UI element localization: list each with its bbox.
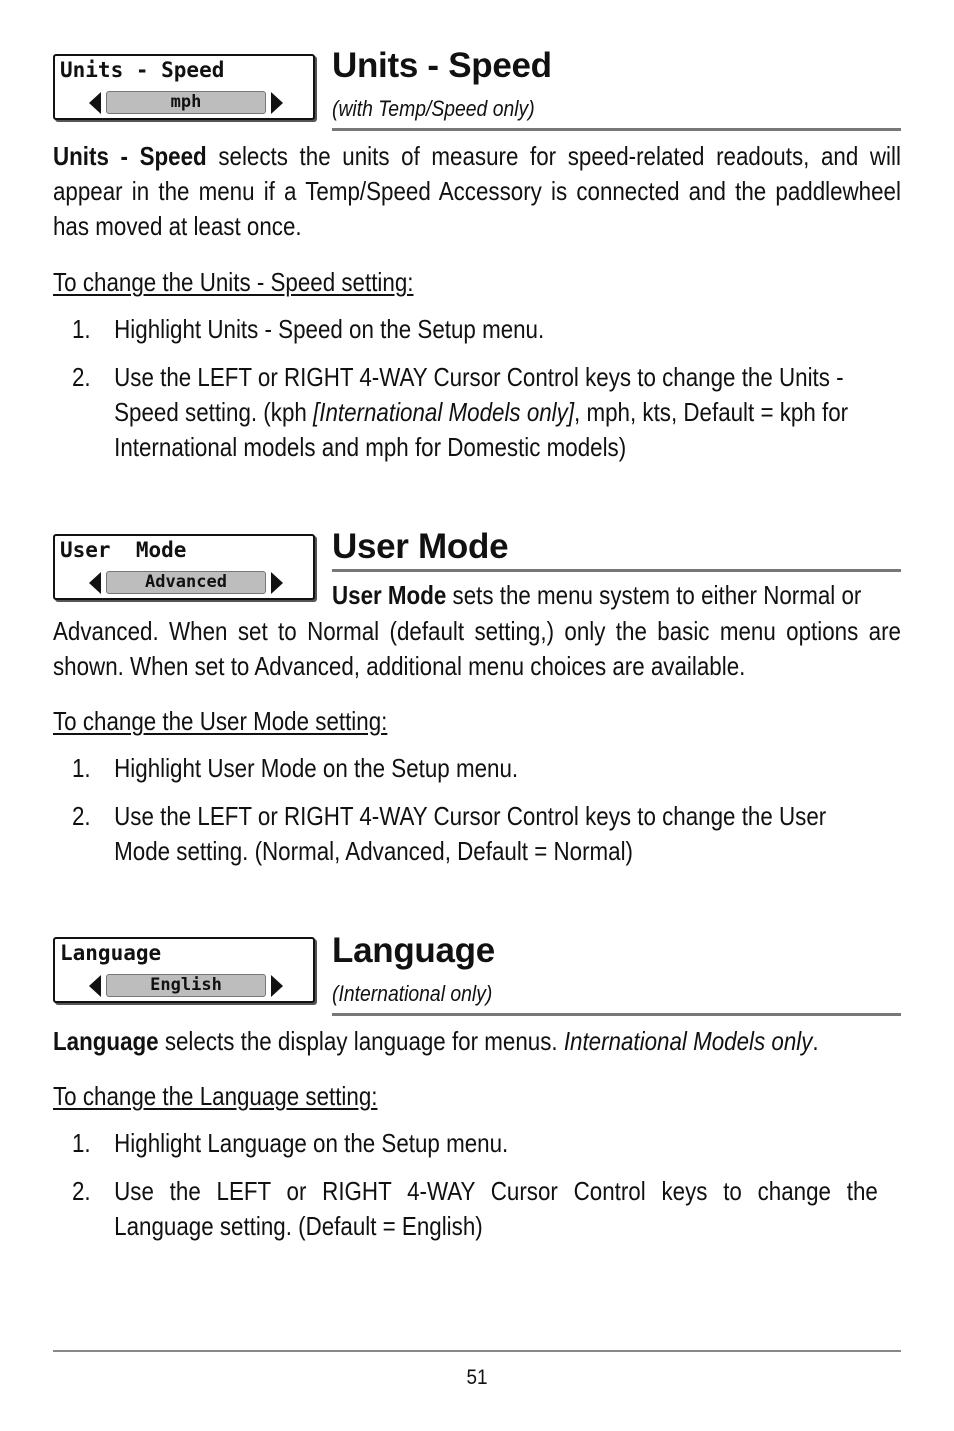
- units-speed-menu-widget: [53, 54, 315, 120]
- heading-rule: [332, 1013, 901, 1016]
- step-text-italic: [International Models only]: [313, 397, 575, 427]
- section-description: [53, 139, 901, 244]
- description-term: Language: [53, 1026, 159, 1056]
- description-text: selects the units of measure for speed-related readouts, and will appear in the menu if a Temp/Speed Accessory is connected and the paddlewheel has moved at least once.: [53, 141, 901, 241]
- description-italic: International Models only: [563, 1026, 813, 1056]
- section-subnote: (with Temp/Speed only): [332, 96, 535, 121]
- description-term: User Mode: [332, 580, 447, 610]
- step-text: Highlight User Mode on the Setup menu.: [114, 753, 519, 783]
- widget-value: Advanced: [106, 571, 266, 594]
- widget-value: mph: [106, 91, 266, 114]
- right-arrow-icon: [271, 92, 283, 114]
- procedure-subheading: To change the User Mode setting:: [53, 706, 388, 736]
- section-heading: User Mode: [332, 527, 509, 566]
- left-arrow-icon: [89, 92, 101, 114]
- right-arrow-icon: [271, 572, 283, 594]
- section-description: Advanced. When set to Normal (default setting,) only the basic menu options are shown. When set to Advanced, additional menu choices are available.: [53, 616, 901, 681]
- step-number: 1.: [72, 314, 91, 344]
- description-end: .: [812, 1026, 819, 1056]
- description-term: Units - Speed: [53, 141, 207, 171]
- language-menu-widget: [53, 937, 315, 1003]
- widget-title: User Mode: [60, 538, 187, 562]
- step-text: Use the LEFT or RIGHT 4-WAY Cursor Control keys to change the User Mode setting. (Normal, Advanced, Default = Normal): [114, 801, 827, 866]
- step-number: 1.: [72, 1128, 91, 1158]
- widget-title: Language: [60, 941, 162, 965]
- step-number: 1.: [72, 753, 91, 783]
- heading-rule: [332, 128, 901, 131]
- section-subnote: (International only): [332, 981, 493, 1006]
- section-heading: Units - Speed: [332, 46, 552, 85]
- step-text: [114, 360, 878, 465]
- description-text: selects the display language for menus.: [158, 1026, 564, 1056]
- footer-rule: [53, 1350, 901, 1352]
- heading-rule: [332, 569, 901, 572]
- step-text: Use the LEFT or RIGHT 4-WAY Cursor Control keys to change the Language setting. (Default = English): [114, 1176, 878, 1241]
- right-arrow-icon: [271, 975, 283, 997]
- left-arrow-icon: [89, 975, 101, 997]
- step-text-part: Use the LEFT or RIGHT 4-WAY Cursor Control keys to change the Units - Speed setting. (kph: [114, 362, 844, 427]
- widget-title: Units - Speed: [60, 58, 225, 82]
- procedure-subheading: To change the Units - Speed setting:: [53, 267, 414, 297]
- step-number: 2.: [72, 1176, 91, 1206]
- user-mode-menu-widget: [53, 534, 315, 600]
- left-arrow-icon: [89, 572, 101, 594]
- page-number: 51: [466, 1366, 488, 1389]
- step-number: 2.: [72, 801, 91, 831]
- description-text: sets the menu system to either Normal or: [446, 580, 862, 610]
- step-number: 2.: [72, 362, 91, 392]
- widget-value: English: [106, 974, 266, 997]
- step-text: Highlight Units - Speed on the Setup menu.: [114, 314, 545, 344]
- section-description: [53, 1024, 901, 1059]
- section-description-lead: [332, 578, 901, 613]
- section-heading: Language: [332, 931, 495, 970]
- step-text: Highlight Language on the Setup menu.: [114, 1128, 509, 1158]
- step-text-part: , mph, kts, Default = kph for International models and mph for Domestic models): [114, 397, 849, 462]
- procedure-subheading: To change the Language setting:: [53, 1081, 378, 1111]
